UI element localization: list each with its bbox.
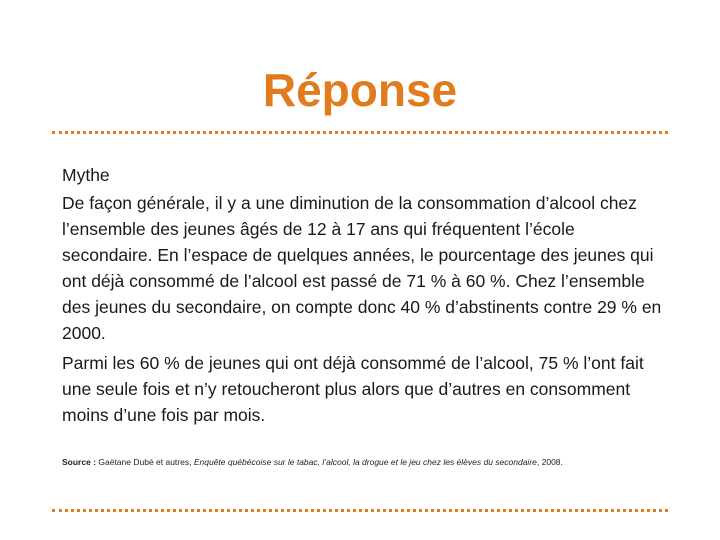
section-heading: Mythe: [62, 165, 110, 185]
slide-body: [62, 162, 662, 428]
top-divider: [52, 131, 668, 134]
body-paragraph-1: De façon générale, il y a une diminution de la consommation d’alcool chez l’ensemble des jeunes âgés de 12 à 17 ans qui fréquentent l’école secondaire. En l’espace de quelques années, le pourcentage des jeunes qui ont déjà consommé de l’alcool est passé de 71 % à 60 %. Chez l’ensemble des jeunes du secondaire, on compte donc 40 % d’abstinents contre 29 % en 2000.: [62, 193, 662, 343]
source-publication: Enquête québécoise sur le tabac, l’alcool, la drogue et le jeu chez les élèves du secondaire: [193, 457, 537, 467]
bottom-divider: [52, 509, 668, 512]
source-label: Source :: [62, 457, 97, 467]
slide-title: Réponse: [262, 64, 458, 116]
source-year: , 2008.: [536, 457, 563, 467]
source-citation: [62, 456, 642, 469]
source-authors: Gaëtane Dubé et autres,: [96, 457, 194, 467]
body-paragraph-2: Parmi les 60 % de jeunes qui ont déjà consommé de l’alcool, 75 % l’ont fait une seule fois et n’y retoucheront plus alors que d’autres en consomment moins d’une fois par mois.: [62, 353, 644, 425]
